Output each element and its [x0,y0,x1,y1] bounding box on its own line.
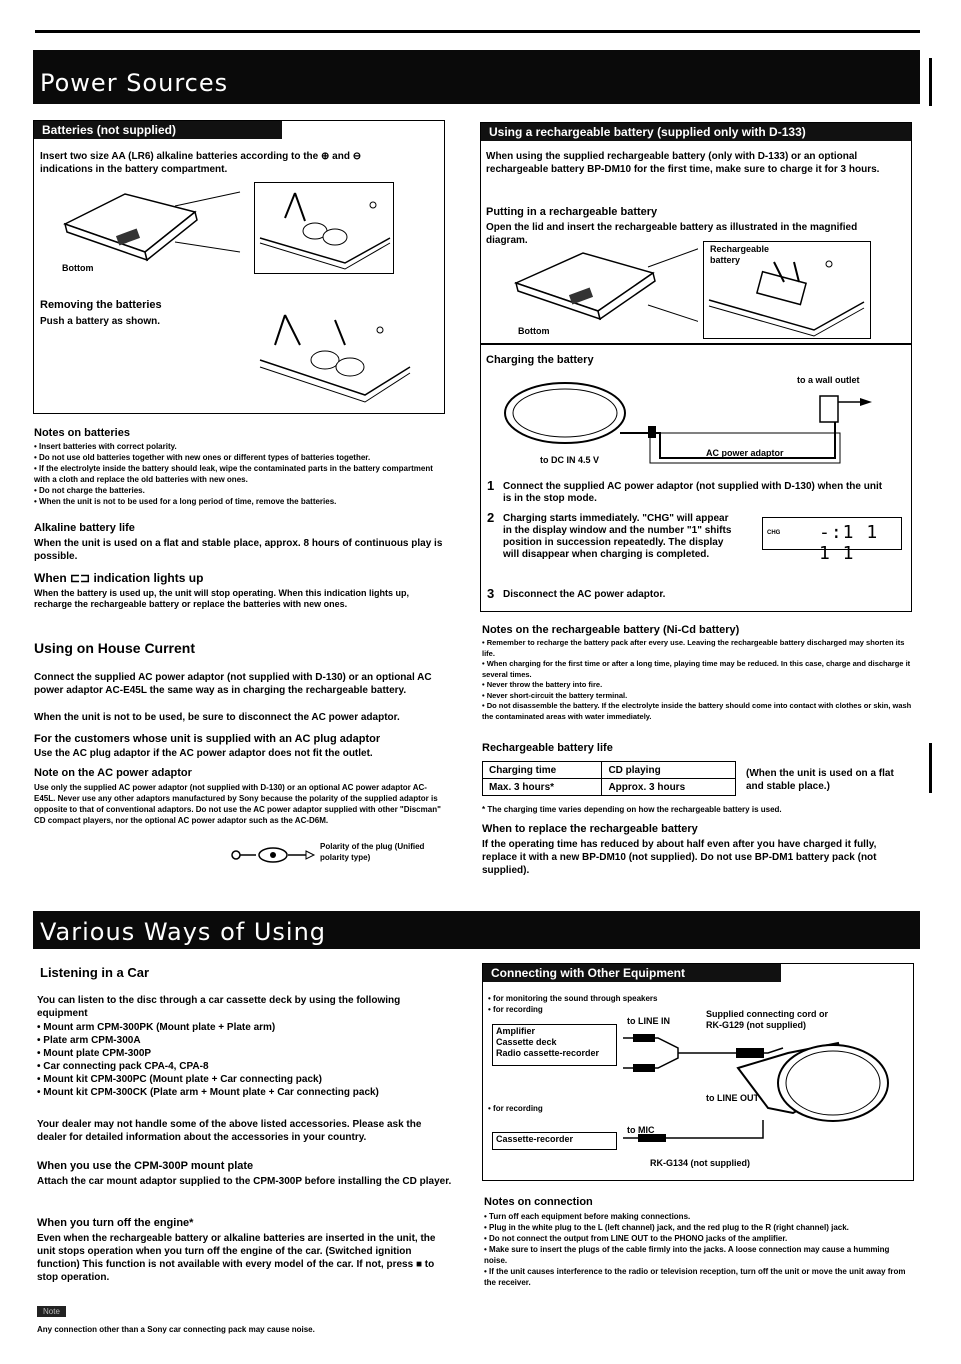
alkaline-text: When the unit is used on a flat and stable place, approx. 8 hours of continuous play is possible. [34,538,443,562]
list-item: • Do not connect the output from LINE OUT to the PHONO jacks of the amplifier. [484,1233,914,1244]
recharge-bottom-label: Bottom [518,326,550,336]
customers-title: For the customers whose unit is supplied with an AC plug adaptor [34,733,381,745]
dealer-text: Your dealer may not handle some of the above listed accessories. Please ask the dealer for detailed information about the accessories in your country. [37,1119,422,1143]
list-item: • Mount arm CPM-300PK (Mount plate + Plate arm) [37,1021,447,1034]
putting-text: Open the lid and insert the rechargeable battery as illustrated in the magnified diagram. [486,222,858,246]
notes-recharge-title: Notes on the rechargeable battery (Ni-Cd battery) [482,624,740,636]
cassette-recorder-box: Cassette-recorder [492,1132,617,1150]
charging-step-3: 3 Disconnect the AC power adaptor. [487,586,666,601]
battery-removal-illustration [255,305,415,405]
divider [481,343,911,345]
car-title: Listening in a Car [40,965,150,980]
cord-label: Supplied connecting cord or RK-G129 (not supplied) [706,1009,829,1030]
list-item: • Do not disassemble the battery. If the electrolyte inside the battery should come into contact with clothes or skin, wash the contaminated areas with water immediately. [482,701,914,722]
list-item: • Mount kit CPM-300CK (Plate arm + Mount plate + Car connecting pack) [37,1086,447,1099]
list-item: • Plug in the white plug to the L (left channel) jack, and the red plug to the R (right channel) jack. [484,1222,914,1233]
list-item: • Plate arm CPM-300A [37,1034,447,1047]
dc-in-label: to DC IN 4.5 V [540,455,600,465]
recharge-header: Using a rechargeable battery (supplied only with D-133) [481,123,911,141]
wall-outlet-label: to a wall outlet [797,375,860,385]
margin-mark [929,743,932,793]
other-equipment-header: Connecting with Other Equipment [483,964,781,982]
ac-note-title: Note on the AC power adaptor [34,767,192,779]
for-monitoring-label: • for monitoring the sound through speakers [488,994,658,1003]
list-item: • Insert batteries with correct polarity. [34,441,439,452]
to-line-out-label: to LINE OUT [706,1093,759,1103]
to-mic-label: to MIC [627,1125,655,1135]
life-side-note: (When the unit is used on a flat and stable place.) [746,768,894,792]
removing-title: Removing the batteries [40,299,162,311]
removing-text: Push a battery as shown. [40,316,161,327]
notes-connection-list [484,1211,914,1288]
replace-text: If the operating time has reduced by about half even after you have charged it fully, replace it with a new BP-DM10 (not supplied). Do not use BP-DM1 battery pack (not supplied). [482,839,877,876]
list-item: • Mount plate CPM-300P [37,1047,447,1060]
charging-step-2: 2 Charging starts immediately. "CHG" will appear in the display window and the number "1" shifts position in succession repeatedly. The display will disappear when charging is completed. [487,510,732,560]
list-item: • When the unit is not to be used for a long period of time, remove the batteries. [34,496,439,507]
device-radio: Radio cassette-recorder [496,1048,600,1058]
batteries-insert-text: Insert two size AA (LR6) alkaline batteries according to the ⊕ and ⊖ indications in the battery compartment. [40,151,362,175]
mount-text: Attach the car mount adaptor supplied to the CPM-300P before installing the CD player. [37,1176,452,1187]
list-item: • Never throw the battery into fire. [482,680,914,691]
notes-batteries-list [34,441,439,507]
player-bottom-illustration [55,182,255,272]
putting-title: Putting in a rechargeable battery [486,206,658,218]
polarity-label: Polarity of the plug (Unified polarity type) [320,842,425,862]
polarity-plug-icon [228,837,318,867]
list-item: • Turn off each equipment before making connections. [484,1211,914,1222]
bottom-label: Bottom [62,263,94,273]
customers-text: Use the AC plug adaptor if the AC power adaptor does not fit the outlet. [34,748,373,759]
table-cell: Max. 3 hours* [483,779,602,796]
indication-text: When the battery is used up, the unit will stop operating. When this indication lights up, recharge the rechargeable battery or replace the batteries with new ones. [34,588,410,609]
section-banner-power [33,50,920,104]
notes-connection-title: Notes on connection [484,1196,593,1208]
house-current-title: Using on House Current [34,640,196,656]
device-list-box [492,1024,617,1066]
table-header: Charging time [483,762,602,779]
list-item: • Make sure to insert the plugs of the cable firmly into the jacks. A loose connection may cause a humming noise. [484,1244,914,1266]
section-banner-various [33,911,920,949]
indication-title: When ⊏⊐ indication lights up [34,571,204,585]
list-item: • Never short-circuit the battery terminal. [482,691,914,702]
alkaline-title: Alkaline battery life [34,522,135,534]
list-item: • Remember to recharge the battery pack after every use. Leaving the rechargeable battery discharged may shorten its life. [482,638,914,659]
list-item: • Mount kit CPM-300PC (Mount plate + Car connecting pack) [37,1073,447,1086]
step-text: Charging starts immediately. "CHG" will appear in the display window and the number "1" shifts position in succession repeatedly. The display will disappear when charging is completed. [503,513,732,560]
battery-compartment-illustration [255,183,392,272]
table-header: CD playing [602,762,736,779]
ac-adaptor-label: AC power adaptor [706,448,784,458]
recharge-intro: When using the supplied rechargeable battery (only with D-133) or an optional rechargeable battery BP-DM10 for the first time, make sure to charge it for 3 hours. [486,151,880,175]
battery-magnified-box [254,182,394,274]
player-recharge-illustration [508,245,698,325]
ac-note-text: Use only the supplied AC power adaptor (not supplied with D-130) or an optional AC power adaptor AC-E45L. Never use any other adaptors manufactured by Sony because the polarity of the supplied adaptor is opposite to that of conventional adaptors. Do not use the AC power adaptor supplied with other "Discman" CD compact players, nor the optional AC power adaptor such as the AC-D6M. [34,783,441,825]
for-monitoring-text: for monitoring the sound through speakers [493,994,658,1003]
car-equipment-list [37,1021,447,1099]
house-current-text1: Connect the supplied AC power adaptor (not supplied with D-130) or an optional AC power adaptor AC-E45L the same way as in charging the rechargeable battery. [34,672,432,696]
batteries-header: Batteries (not supplied) [34,121,282,139]
mount-title: When you use the CPM-300P mount plate [37,1160,254,1172]
top-rule [35,30,920,33]
rechargeable-label: Rechargeable battery [710,244,770,265]
car-intro: You can listen to the disc through a car cassette deck by using the following equipment [37,995,401,1019]
notes-recharge-list [482,638,914,722]
engine-text: Even when the rechargeable battery or alkaline batteries are inserted in the unit, the unit stops operation when you turn off the engine of the car. (Switched ignition function) This function is not available with every model of the car. If not, press ■ to stop operation. [37,1233,436,1283]
lcd-display [762,517,902,564]
car-note-text: Any connection other than a Sony car connecting pack may cause noise. [37,1325,315,1334]
for-recording-2-label: • for recording [488,1104,543,1113]
margin-mark [929,58,932,106]
list-item: • Car connecting pack CPA-4, CPA-8 [37,1060,447,1073]
life-footnote: * The charging time varies depending on how the rechargeable battery is used. [482,805,782,814]
device-cassette-deck: Cassette deck [496,1037,557,1047]
notes-batteries-title: Notes on batteries [34,427,130,439]
list-item: • Do not use old batteries together with new ones or different types of batteries together. [34,452,439,463]
to-line-in-label: to LINE IN [627,1016,670,1026]
lcd-chg-label: CHG [767,530,781,536]
note-tag: Note [37,1306,66,1317]
step-text: Disconnect the AC power adaptor. [503,589,666,600]
life-title: Rechargeable battery life [482,742,613,754]
connection-diagram [618,1028,908,1153]
list-item: • When charging for the first time or after a long time, playing time may be reduced. In this case, charge and discharge it several times. [482,659,914,680]
house-current-text2: When the unit is not to be used, be sure to disconnect the AC power adaptor. [34,712,400,723]
for-recording-text: for recording [493,1005,543,1014]
power-title: Power Sources [40,69,229,97]
list-item: • If the unit causes interference to the radio or television reception, turn off the unit or move the unit away from the receiver. [484,1266,914,1288]
for-recording-label: • for recording [488,1005,543,1014]
charging-step-1: 1 Connect the supplied AC power adaptor (not supplied with D-130) when the unit is in the stop mode. [487,478,883,504]
step-text: Connect the supplied AC power adaptor (not supplied with D-130) when the unit is in the stop mode. [503,481,883,504]
battery-life-table [482,761,736,796]
device-amplifier: Amplifier [496,1026,536,1036]
rk-g134-label: RK-G134 (not supplied) [650,1158,751,1168]
engine-title: When you turn off the engine* [37,1217,194,1229]
replace-title: When to replace the rechargeable battery [482,823,698,835]
list-item: • If the electrolyte inside the battery should leak, wipe the contaminated parts in the battery compartment with a cloth and replace the old batteries with new ones. [34,463,439,485]
various-title: Various Ways of Using [40,918,327,946]
for-recording-2-text: for recording [493,1104,543,1113]
lcd-digits: -:1 1 1 1 [819,522,879,564]
list-item: • Do not charge the batteries. [34,485,439,496]
table-cell: Approx. 3 hours [602,779,736,796]
charging-title: Charging the battery [486,354,594,366]
